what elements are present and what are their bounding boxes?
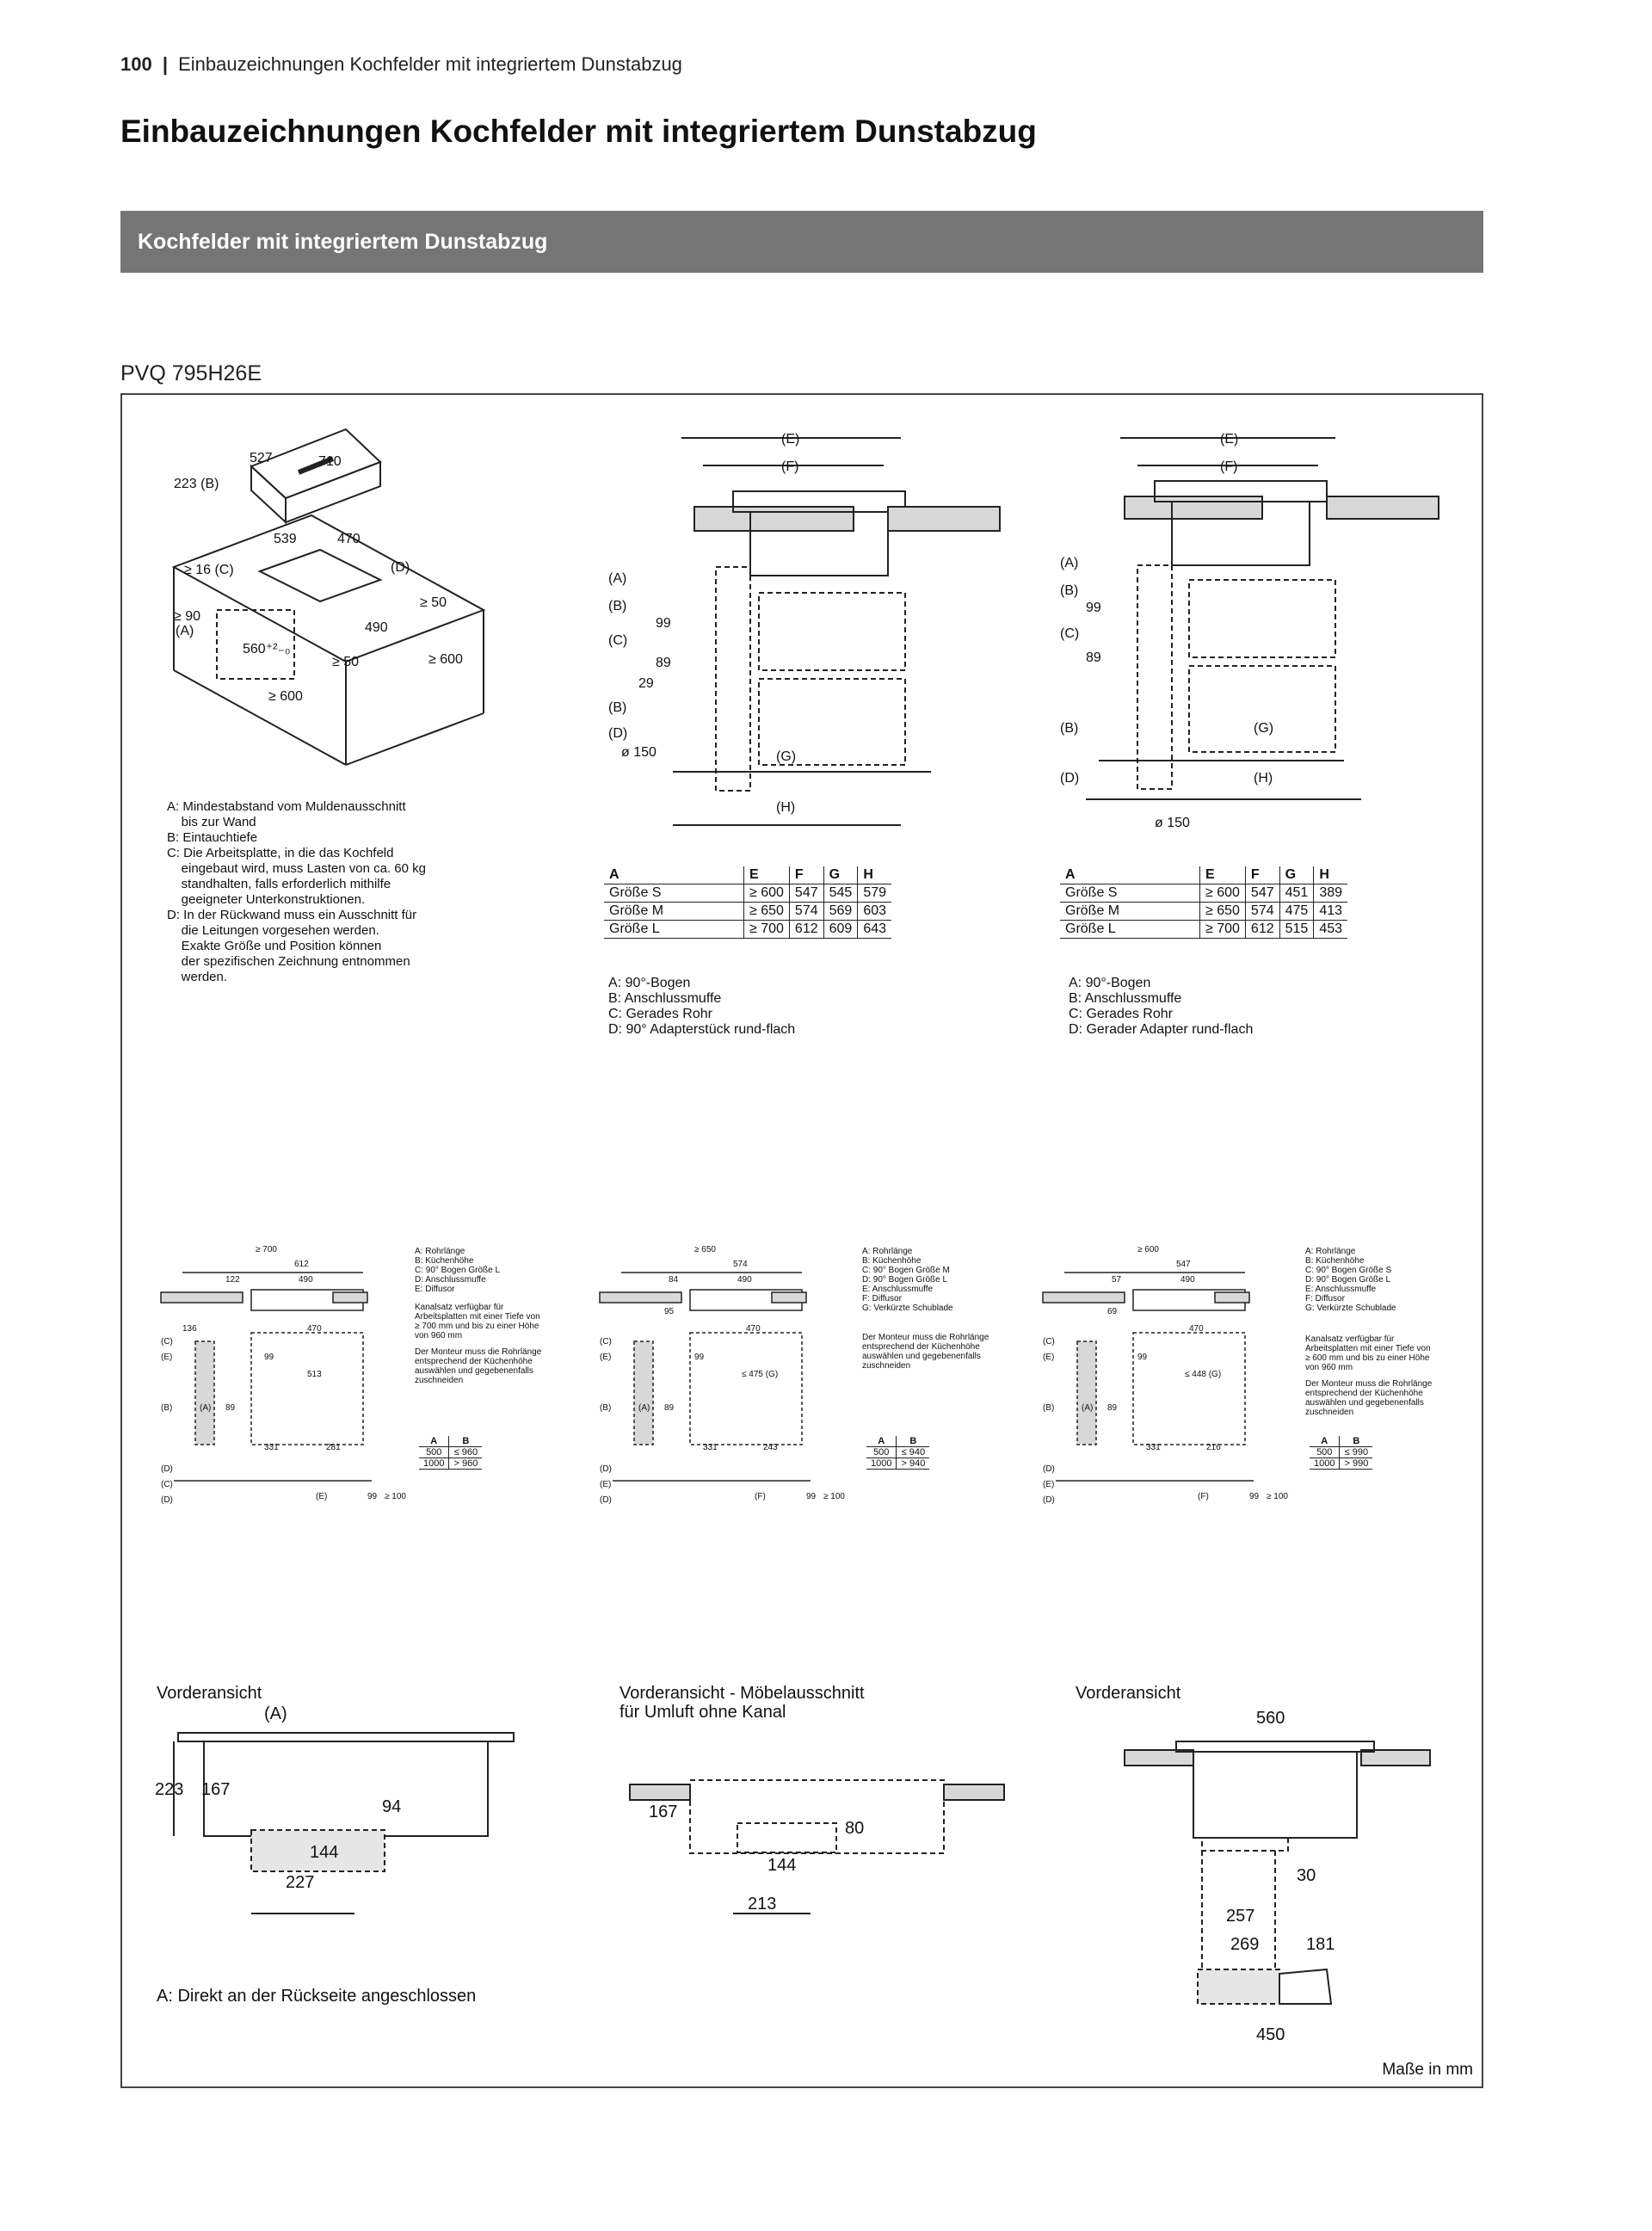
- dim: (A): [176, 624, 194, 638]
- dim: 490: [1180, 1275, 1195, 1285]
- cell: 1000: [1310, 1458, 1340, 1470]
- text-line: Der Monteur muss die Rohrlänge: [862, 1333, 989, 1342]
- col-header: H: [1314, 866, 1347, 884]
- dim: ≥ 600: [428, 652, 463, 667]
- cell: Größe L: [1060, 921, 1200, 939]
- header-separator: |: [162, 53, 168, 75]
- cell: > 960: [449, 1458, 482, 1470]
- cell: Größe M: [604, 903, 744, 921]
- legend-line: D: Gerader Adapter rund-flach: [1069, 1022, 1254, 1037]
- side-label: (B): [161, 1403, 173, 1413]
- cell: 453: [1314, 921, 1347, 939]
- label: (A): [608, 571, 627, 586]
- text-line: auswählen und gegebenenfalls: [1305, 1398, 1424, 1408]
- dim: 136: [182, 1324, 197, 1334]
- dim: 243: [763, 1443, 778, 1452]
- dim: ≥ 100: [823, 1492, 845, 1501]
- side-label: (D): [161, 1464, 173, 1474]
- text-small-2: [862, 1333, 989, 1371]
- dim: (F): [1198, 1492, 1209, 1501]
- dim: 99: [694, 1353, 705, 1362]
- cell: ≥ 650: [744, 903, 790, 921]
- legend-line: A: Rohrlänge: [1305, 1247, 1356, 1256]
- side-label: (D): [1043, 1464, 1055, 1474]
- side-label: (B): [1043, 1403, 1055, 1413]
- cell: 475: [1279, 903, 1314, 921]
- legend-line: C: 90° Bogen Größe M: [862, 1266, 950, 1275]
- legend-line: F: Diffusor: [1305, 1294, 1345, 1303]
- label: (C): [608, 633, 628, 648]
- drawing-section-2-labels: [608, 432, 799, 815]
- note-line: eingebaut wird, muss Lasten von ca. 60 kg: [167, 861, 427, 876]
- dim: 69: [1107, 1307, 1118, 1316]
- legend-2: [608, 976, 795, 1038]
- legend-line: E: Anschlussmuffe: [862, 1285, 934, 1294]
- dim: ≥ 600: [1137, 1245, 1159, 1254]
- col-header: A: [1060, 866, 1200, 884]
- dim: 560⁺²₋₀: [243, 642, 291, 656]
- label: 29: [638, 676, 654, 691]
- cell: Größe L: [604, 921, 744, 939]
- cell: 389: [1314, 884, 1347, 903]
- label: (E): [1220, 432, 1239, 447]
- text-line: Der Monteur muss die Rohrlänge: [415, 1347, 542, 1357]
- text-line: zuschneiden: [1305, 1408, 1354, 1417]
- cell: > 990: [1340, 1458, 1372, 1470]
- dim: ≥ 16 (C): [184, 563, 234, 577]
- page-title: Einbauzeichnungen Kochfelder mit integriertem Dunstabzug: [120, 114, 1037, 149]
- dim: ≥ 100: [385, 1492, 406, 1501]
- model-number: PVQ 795H26E: [120, 361, 262, 385]
- legend-line: B: Anschlussmuffe: [1069, 991, 1182, 1006]
- worktop: [174, 515, 484, 662]
- dim: 122: [225, 1275, 240, 1285]
- label: ø 150: [621, 745, 656, 760]
- cell: 569: [823, 903, 858, 921]
- dim: 331: [264, 1443, 279, 1452]
- col-header: G: [823, 866, 858, 884]
- dim: ≥ 50: [420, 595, 447, 610]
- text-line: von 960 mm: [415, 1331, 463, 1340]
- dim: 216: [1206, 1443, 1221, 1452]
- side-label: (E): [1043, 1480, 1055, 1489]
- dim: 560: [1256, 1709, 1285, 1728]
- dim: 181: [1306, 1935, 1335, 1954]
- note-line: B: Eintauchtiefe: [167, 830, 258, 845]
- col-header: E: [1200, 866, 1246, 884]
- front-view-1: [174, 1733, 514, 1914]
- drawing-frame: [120, 393, 1483, 2088]
- cell: ≥ 600: [744, 884, 790, 903]
- dim: 269: [1230, 1935, 1260, 1954]
- dim: 450: [1256, 2025, 1285, 2044]
- drawing-section-3-labels: [1060, 432, 1273, 830]
- legend-small-2: [862, 1247, 953, 1313]
- running-header: [120, 53, 682, 76]
- dim: 547: [1176, 1260, 1191, 1269]
- section-band: [120, 211, 1483, 273]
- dim: 57: [1112, 1275, 1122, 1285]
- side-label: (C): [1043, 1337, 1055, 1347]
- legend-line: C: Gerades Rohr: [1069, 1007, 1173, 1021]
- cell: 579: [858, 884, 891, 903]
- dim: 490: [737, 1275, 752, 1285]
- dim: 95: [664, 1307, 675, 1316]
- side-label: (D): [600, 1495, 612, 1505]
- dim: 99: [367, 1492, 378, 1501]
- text-line: auswählen und gegebenenfalls: [415, 1366, 533, 1376]
- dim: 80: [845, 1819, 865, 1838]
- dim: 94: [382, 1797, 402, 1816]
- col-header: A: [604, 866, 744, 884]
- drawing-1-notes: [167, 799, 426, 985]
- side-label: (C): [600, 1337, 612, 1347]
- cell: ≤ 990: [1340, 1447, 1372, 1458]
- cell: 547: [1245, 884, 1279, 903]
- text-line: Kanalsatz verfügbar für: [415, 1303, 504, 1312]
- col-header: G: [1279, 866, 1314, 884]
- side-label: (E): [600, 1480, 612, 1489]
- cell: 574: [1245, 903, 1279, 921]
- legend-small-3: [1305, 1247, 1396, 1313]
- drawings-svg: [122, 395, 1485, 2090]
- legend-line: A: Rohrlänge: [415, 1247, 465, 1256]
- dim: 84: [669, 1275, 679, 1285]
- dim: (E): [316, 1492, 328, 1501]
- cell: 612: [789, 921, 823, 939]
- dim: ≥ 650: [694, 1245, 716, 1254]
- dim: 470: [307, 1324, 322, 1334]
- label: 89: [656, 656, 671, 670]
- legend-line: B: Küchenhöhe: [862, 1256, 922, 1266]
- text-line: zuschneiden: [862, 1361, 911, 1371]
- note-line: standhalten, falls erforderlich mithilfe: [167, 877, 391, 891]
- col-header: A: [866, 1436, 897, 1447]
- worktop-right: [888, 507, 1000, 531]
- legend-line: D: 90° Bogen Größe L: [862, 1275, 948, 1285]
- dim: 331: [1146, 1443, 1161, 1452]
- text-line: Arbeitsplatten mit einer Tiefe von: [415, 1312, 540, 1322]
- cell: 515: [1279, 921, 1314, 939]
- label: (F): [1220, 459, 1238, 474]
- dim: 99: [1249, 1492, 1260, 1501]
- cell: 547: [789, 884, 823, 903]
- text-line: auswählen und gegebenenfalls: [862, 1352, 981, 1361]
- col-header: F: [789, 866, 823, 884]
- dim: 89: [225, 1403, 236, 1413]
- side-label: (E): [1043, 1353, 1055, 1362]
- col-header: F: [1245, 866, 1279, 884]
- side-label: (C): [161, 1337, 173, 1347]
- text-line: Der Monteur muss die Rohrlänge: [1305, 1379, 1433, 1389]
- legend-line: E: Anschlussmuffe: [1305, 1285, 1377, 1294]
- dim: 527: [250, 451, 273, 465]
- dim: 223 (B): [174, 477, 219, 491]
- dim: 281: [326, 1443, 341, 1452]
- mini-table-1: [419, 1436, 482, 1470]
- legend-3: [1069, 976, 1253, 1038]
- dim: 227: [286, 1873, 315, 1892]
- legend-small-1: [415, 1247, 500, 1294]
- label: (D): [1060, 771, 1080, 786]
- text-line: ≥ 600 mm und bis zu einer Höhe: [1305, 1353, 1430, 1363]
- side-label: (E): [600, 1353, 612, 1362]
- col-header: A: [419, 1436, 449, 1447]
- legend-line: A: 90°-Bogen: [1069, 976, 1151, 990]
- cell: 574: [789, 903, 823, 921]
- dim: 470: [337, 532, 361, 546]
- dim: 213: [748, 1895, 777, 1914]
- col-header: B: [449, 1436, 482, 1447]
- label: (C): [1060, 626, 1080, 641]
- dim: 574: [733, 1260, 748, 1269]
- duct-dashed: [716, 567, 750, 791]
- legend-line: A: 90°-Bogen: [608, 976, 691, 990]
- dim: 167: [201, 1780, 231, 1799]
- label: (H): [776, 800, 796, 815]
- legend-line: C: Gerades Rohr: [608, 1007, 712, 1021]
- cell: > 940: [897, 1458, 929, 1470]
- hob-top: [178, 1733, 514, 1741]
- cell: ≥ 700: [1200, 921, 1246, 939]
- dim: 167: [649, 1803, 678, 1821]
- side-label: (B): [600, 1403, 612, 1413]
- cell: ≥ 650: [1200, 903, 1246, 921]
- dim: 490: [299, 1275, 313, 1285]
- duct-dashed: [1137, 565, 1172, 789]
- front-view-1-caption: Vorderansicht: [157, 1684, 262, 1703]
- front-view-2-caption: Vorderansicht - Möbelausschnitt für Umluft ohne Kanal: [620, 1684, 865, 1722]
- cutout: [260, 550, 380, 601]
- col-header: H: [858, 866, 891, 884]
- label: 99: [656, 616, 671, 631]
- dim: ≥ 600: [268, 689, 303, 704]
- cell: ≤ 960: [449, 1447, 482, 1458]
- front-view-3: [1125, 1741, 1430, 2004]
- dim: ≥ 50: [332, 655, 360, 669]
- front-view-3-caption: Vorderansicht: [1076, 1684, 1181, 1703]
- label: (B): [608, 599, 627, 613]
- dim: 331: [703, 1443, 718, 1452]
- worktop-left: [694, 507, 854, 531]
- legend-line: D: 90° Bogen Größe L: [1305, 1275, 1391, 1285]
- side-label: (D): [1043, 1495, 1055, 1505]
- side-label: (D): [600, 1464, 612, 1474]
- drawer-1: [1189, 580, 1335, 657]
- legend-line: B: Anschlussmuffe: [608, 991, 722, 1006]
- text-line: Kanalsatz verfügbar für: [1305, 1334, 1395, 1344]
- dim: ≤ 475 (G): [742, 1370, 779, 1379]
- cell: 500: [1310, 1447, 1340, 1458]
- note-line: C: Die Arbeitsplatte, in die das Kochfeld: [167, 846, 394, 860]
- cell: 612: [1245, 921, 1279, 939]
- cell: Größe S: [1060, 884, 1200, 903]
- label: (B): [608, 700, 627, 715]
- label: (G): [1254, 721, 1274, 736]
- hob-side: [251, 466, 286, 522]
- text-line: Arbeitsplatten mit einer Tiefe von: [1305, 1344, 1431, 1353]
- text-line: entsprechend der Küchenhöhe: [415, 1357, 533, 1366]
- cell: ≤ 940: [897, 1447, 929, 1458]
- dim: (A): [264, 1704, 287, 1723]
- dim: 539: [274, 532, 297, 546]
- mini-table-2: [866, 1436, 929, 1470]
- cell: ≥ 700: [744, 921, 790, 939]
- cell: 643: [858, 921, 891, 939]
- dim: 223: [155, 1780, 184, 1799]
- drawing-section-2: [673, 438, 1000, 825]
- note-line: die Leitungen vorgesehen werden.: [167, 923, 379, 938]
- cell: 500: [866, 1447, 897, 1458]
- dim: 99: [264, 1353, 274, 1362]
- label: (A): [1060, 556, 1079, 570]
- legend-line: E: Diffusor: [415, 1285, 455, 1294]
- legend-line: C: 90° Bogen Größe S: [1305, 1266, 1392, 1275]
- size-table-3: [1060, 866, 1347, 939]
- label: ø 150: [1155, 816, 1190, 830]
- cell: 451: [1279, 884, 1314, 903]
- label: 99: [1086, 601, 1101, 615]
- dim: 470: [746, 1324, 761, 1334]
- page-number: 100: [120, 53, 152, 75]
- col-header: A: [1310, 1436, 1340, 1447]
- side-label: (C): [161, 1480, 173, 1489]
- label: 89: [1086, 650, 1101, 665]
- col-header: E: [744, 866, 790, 884]
- cell: Größe M: [1060, 903, 1200, 921]
- cell: 500: [419, 1447, 449, 1458]
- front-view-2: [630, 1780, 1004, 1914]
- drawer-2: [1189, 666, 1335, 752]
- worktop-left: [1125, 496, 1262, 519]
- hob-body: [204, 1741, 488, 1836]
- worktop-right: [1327, 496, 1439, 519]
- label: (B): [1060, 721, 1079, 736]
- text-line: entsprechend der Küchenhöhe: [1305, 1389, 1423, 1398]
- dim: ≥ 100: [1267, 1492, 1288, 1501]
- note-line: Exakte Größe und Position können: [167, 939, 382, 953]
- label: (G): [776, 749, 797, 764]
- cell: 413: [1314, 903, 1347, 921]
- side-label: (D): [161, 1495, 173, 1505]
- dim: 513: [307, 1370, 322, 1379]
- dim: ≤ 448 (G): [1185, 1370, 1222, 1379]
- legend-line: C: 90° Bogen Größe L: [415, 1266, 501, 1275]
- cell: ≥ 600: [1200, 884, 1246, 903]
- dim: 144: [767, 1856, 797, 1875]
- text-small-1: [415, 1303, 541, 1385]
- dim: 89: [664, 1403, 675, 1413]
- legend-line: G: Verkürzte Schublade: [862, 1303, 953, 1313]
- text-line: [1305, 1372, 1432, 1379]
- dim: 612: [294, 1260, 309, 1269]
- note-line: D: In der Rückwand muss ein Ausschnitt für: [167, 908, 417, 922]
- cell: 1000: [419, 1458, 449, 1470]
- cell: Größe S: [604, 884, 744, 903]
- units-note: Maße in mm: [1382, 2061, 1473, 2079]
- legend-line: A: Rohrlänge: [862, 1247, 913, 1256]
- text-line: von 960 mm: [1305, 1363, 1353, 1372]
- cell: 545: [823, 884, 858, 903]
- note-line: bis zur Wand: [167, 815, 256, 829]
- legend-line: D: 90° Adapterstück rund-flach: [608, 1022, 796, 1037]
- note-line: der spezifischen Zeichnung entnommen: [167, 954, 410, 969]
- note-line: geeigneter Unterkonstruktionen.: [167, 892, 366, 907]
- dim: 710: [318, 454, 342, 469]
- side-label: (A): [200, 1403, 212, 1413]
- drawer-1: [759, 593, 905, 670]
- dim: 99: [1137, 1353, 1148, 1362]
- size-table-2: [604, 866, 891, 939]
- dim: 470: [1189, 1324, 1204, 1334]
- text-small-3: [1305, 1334, 1432, 1417]
- dim: ≥ 700: [256, 1245, 277, 1254]
- label: (B): [1060, 583, 1079, 598]
- label: (H): [1254, 771, 1273, 786]
- note-line: A: Mindestabstand vom Muldenausschnitt: [167, 799, 406, 814]
- legend-line: D: Anschlussmuffe: [415, 1275, 486, 1285]
- dim: 257: [1226, 1907, 1255, 1926]
- text-line: [415, 1340, 541, 1347]
- legend-line: G: Verkürzte Schublade: [1305, 1303, 1396, 1313]
- cell: 609: [823, 921, 858, 939]
- running-title: Einbauzeichnungen Kochfelder mit integriertem Dunstabzug: [178, 53, 682, 75]
- label: (F): [781, 459, 799, 474]
- dim: 99: [806, 1492, 817, 1501]
- col-header: B: [897, 1436, 929, 1447]
- mini-table-3: [1310, 1436, 1372, 1470]
- label: (E): [781, 432, 800, 447]
- label: (D): [608, 726, 628, 741]
- cell: 603: [858, 903, 891, 921]
- text-line: zuschneiden: [415, 1376, 464, 1385]
- dim: (D): [391, 560, 410, 575]
- dim: 144: [310, 1843, 339, 1862]
- legend-line: B: Küchenhöhe: [1305, 1256, 1365, 1266]
- note-line: werden.: [167, 970, 228, 984]
- dim: 89: [1107, 1403, 1118, 1413]
- dim: 30: [1297, 1866, 1316, 1885]
- cell: 1000: [866, 1458, 897, 1470]
- legend-line: F: Diffusor: [862, 1294, 902, 1303]
- dim: 490: [365, 620, 388, 635]
- front-view-1-footnote: A: Direkt an der Rückseite angeschlossen: [157, 1987, 477, 2006]
- section-band-label: Kochfelder mit integriertem Dunstabzug: [138, 230, 548, 254]
- drawing-section-3: [1086, 438, 1439, 799]
- dim: (F): [755, 1492, 766, 1501]
- text-line: entsprechend der Küchenhöhe: [862, 1342, 980, 1352]
- col-header: B: [1340, 1436, 1372, 1447]
- side-label: (A): [1082, 1403, 1094, 1413]
- text-line: ≥ 700 mm und bis zu einer Höhe: [415, 1322, 539, 1331]
- legend-line: B: Küchenhöhe: [415, 1256, 474, 1266]
- side-label: (A): [638, 1403, 650, 1413]
- side-label: (E): [161, 1353, 173, 1362]
- dim: ≥ 90: [174, 609, 201, 624]
